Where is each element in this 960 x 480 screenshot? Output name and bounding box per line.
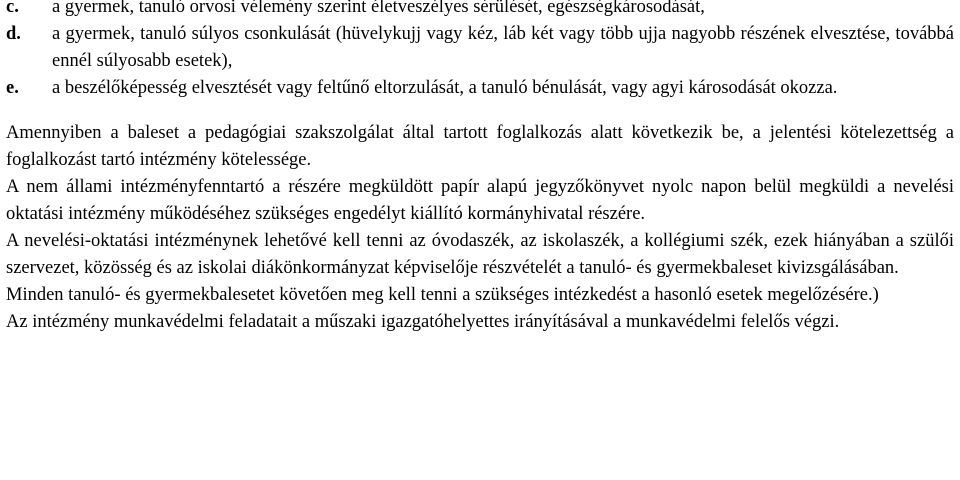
list-item-text: a gyermek, tanuló orvosi vélemény szerint életveszélyes sérülését, egészségkárosodását,: [52, 0, 705, 17]
list-item-text: a beszélőképesség elvesztését vagy feltűnő eltorzulását, a tanuló bénulását, vagy agyi károsodását okozza.: [52, 78, 838, 98]
list-marker: e.: [6, 78, 19, 98]
paragraph-safety-responsibility: Az intézmény munkavédelmi feladatait a műszaki igazgatóhelyettes irányításával a munkavédelmi felelős végzi.: [6, 312, 840, 332]
list-marker: d.: [6, 24, 21, 44]
list-item-e: [0, 75, 960, 102]
paragraph-reporting-obligation: Amennyiben a baleset a pedagógiai szakszolgálat által tartott foglalkozás alatt következik be, a jelentési kötelezettség a foglalkozást tartó intézmény kötelessége.: [6, 123, 954, 170]
paragraph-report-forwarding: A nem állami intézményfenntartó a részére megküldött papír alapú jegyzőkönyvet nyolc napon belül megküldi a nevelési oktatási intézmény működéséhez szükséges engedélyt kiállító kormányhivatal részére.: [6, 177, 954, 224]
list-marker: c.: [6, 0, 19, 17]
paragraph-prevention-measures: Minden tanuló- és gyermekbalesetet követően meg kell tenni a szükséges intézkedést a hasonló esetek megelőzésére.): [6, 285, 879, 305]
paragraph-investigation-participation: A nevelési-oktatási intézménynek lehetővé kell tenni az óvodaszék, az iskolaszék, a kollégiumi szék, ezek hiányában a szülői szervezet, közösség és az iskolai diákönkormányzat képviselője részvételét a tanuló- és gyermekbaleset kivizsgálásában.: [6, 231, 954, 278]
list-item-text: a gyermek, tanuló súlyos csonkulását (hüvelykujj vagy kéz, láb két vagy több ujja nagyobb részének elvesztése, továbbá ennél súlyosabb esetek),: [52, 24, 954, 71]
list-item-d: [0, 21, 960, 75]
list-item-c: [0, 0, 960, 21]
